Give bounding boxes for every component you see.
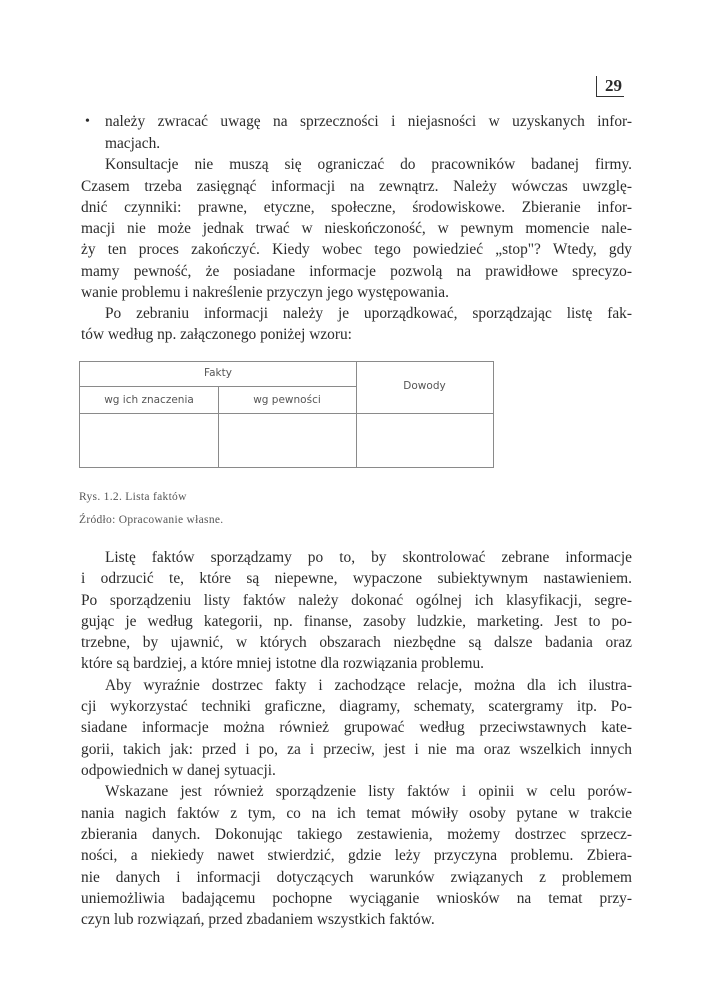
figure-source: Źródło: Opracowanie własne. [79,514,224,526]
paragraph1-line-2: Czasem trzeba zasięgnąć informacji na zewnątrz. Należy wówczas uwzglę- [81,178,632,195]
figure-caption: Rys. 1.2. Lista faktów [79,491,187,503]
bullet-line-2: macjach. [105,135,161,152]
table-body-divider [80,413,493,414]
table-evidence-divider [356,362,357,467]
paragraph1-line-6: mamy pewność, że posiadane informacje pozwolą na prawidłowe sprecyzo- [81,263,632,280]
paragraph1-line-3: dnić czynniki: prawne, etyczne, społeczne, środowiskowe. Zbieranie infor- [81,199,632,216]
paragraph4-line-5: odpowiednich w danej sytuacji. [81,762,276,779]
paragraph4-line-1: Aby wyraźnie dostrzec fakty i zachodzące relacje, można dla ich ilustra- [105,677,632,694]
paragraph3-line-6: które są bardziej, a które mniej istotne dla rozwiązania problemu. [81,655,484,672]
paragraph1-line-4: macji nie może jednak trwać w nieskończoność, w pewnym momencie nale- [81,220,632,237]
paragraph3-line-3: Po sporządzeniu listy faktów należy dokonać ogólnej ich klasyfikacji, segre- [81,592,632,609]
bullet-line-1: należy zwracać uwagę na sprzeczności i niejasności w uzyskanych infor- [105,113,632,130]
paragraph5-line-7: czyn lub rozwiązań, przed zbadaniem wszystkich faktów. [81,911,435,928]
paragraph3-line-2: i odrzucić te, które są niepewne, wypaczone subiektywnym nastawieniem. [81,570,632,587]
page-number: 29 [596,76,624,97]
paragraph2-line-2: tów według np. załączonego poniżej wzoru: [81,326,352,343]
paragraph4-line-4: gorii, takich jak: przed i po, za i przeciw, jest i nie ma oraz wszelkich innych [81,741,632,758]
paragraph1-line-7: wanie problemu i nakreślenie przyczyn jego występowania. [81,284,449,301]
paragraph5-line-2: nania nagich faktów z tym, co na ich temat mówiły osoby pytane w trakcie [81,805,632,822]
table-header-evidence: Dowody [403,380,446,392]
paragraph3-line-5: trzebne, by ujawnić, w których obszarach niezbędne są dalsze badania oraz [81,634,632,651]
paragraph5-line-3: zbierania danych. Dokonując takiego zestawienia, możemy dostrzec sprzecz- [81,826,632,843]
bullet-marker: • [85,114,90,129]
table-header-facts: Fakty [204,367,232,379]
paragraph3-line-1: Listę faktów sporządzamy po to, by skontrolować zebrane informacje [105,549,632,566]
paragraph5-line-4: ności, a niekiedy nawet stwierdzić, gdzie leży przyczyna problemu. Zbiera- [81,847,632,864]
paragraph1-line-1: Konsultacje nie muszą się ograniczać do pracowników badanej firmy. [105,156,632,173]
paragraph5-line-5: nie danych i informacji dotyczących warunków związanych z problemem [81,869,632,886]
paragraph4-line-2: cji wykorzystać techniki graficzne, diagramy, schematy, scatergramy itp. Po- [81,698,632,715]
facts-table [79,361,494,468]
paragraph2-line-1: Po zebraniu informacji należy je uporządkować, sporządzając listę fak- [105,305,632,322]
paragraph4-line-3: siadane informacje można również grupować według przeciwstawnych kate- [81,719,632,736]
paragraph5-line-6: uniemożliwia badającemu pochopne wyciąganie wniosków na temat przy- [81,890,632,907]
table-subheader-importance: wg ich znaczenia [104,394,194,406]
table-subheader-certainty: wg pewności [253,394,321,406]
paragraph1-line-5: ży ten proces zakończyć. Kiedy wobec tego powiedzieć „stop"? Wtedy, gdy [81,241,632,258]
paragraph3-line-4: gując je według kategorii, np. finanse, zasoby ludzkie, marketing. Jest to po- [81,613,632,630]
paragraph5-line-1: Wskazane jest również sporządzenie listy faktów i opinii w celu porów- [105,783,632,800]
